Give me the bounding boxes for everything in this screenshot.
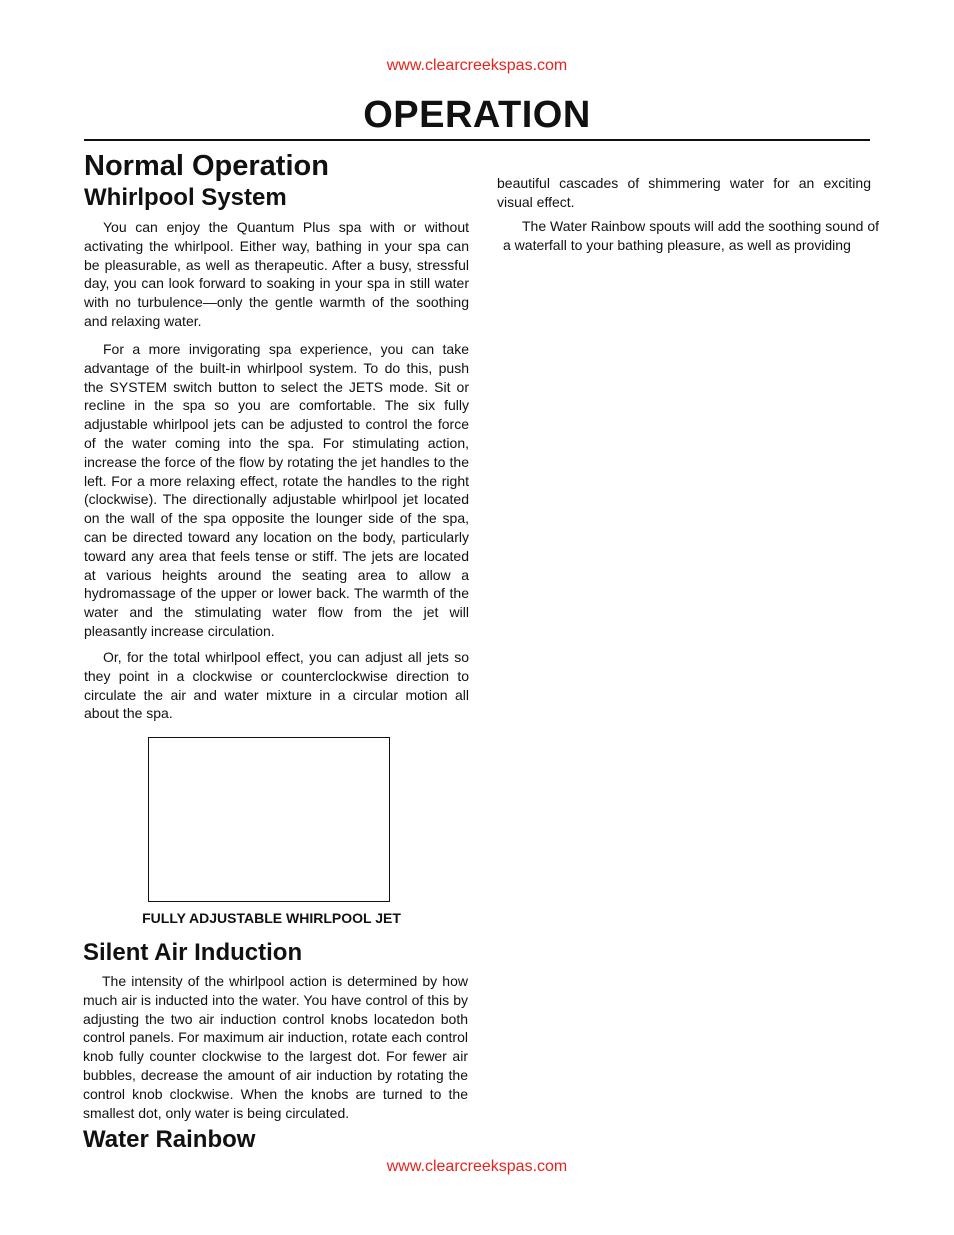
title-divider — [84, 139, 870, 141]
header-url-link[interactable]: www.clearcreekspas.com — [386, 57, 568, 74]
page-title: OPERATION — [363, 94, 591, 136]
paragraph-silent-air: The intensity of the whirlpool action is determined by how much air is inducted into the water. You have control of this by adjusting the two air induction control knobs locatedon both control panels. For maximum air induction, rotate each control knob fully counter clockwise to the largest dot. For fewer air bubbles, decrease the amount of air induction by rotating the control knob clockwise. When the knobs are turned to the smallest dot, only water is being circulated. — [83, 973, 468, 1121]
paragraph-rainbow-continued: beautiful cascades of shimmering water for an exciting visual effect. — [497, 175, 871, 210]
paragraph-whirlpool-intro: You can enjoy the Quantum Plus spa with or without activating the whirlpool. Either way, bathing in your spa can be pleasurable, as well as therapeutic. After a busy, stressful day, you can look forward to soaking in your spa in still water with no turbulence—only the gentle warmth of the soothing and relaxing water. — [84, 219, 469, 329]
figure-placeholder — [148, 737, 390, 902]
footer-url-link[interactable]: www.clearcreekspas.com — [386, 1158, 568, 1175]
subsection-heading-water-rainbow: Water Rainbow — [83, 1126, 256, 1153]
subsection-heading-whirlpool: Whirlpool System — [84, 184, 287, 211]
paragraph-rainbow-spouts: The Water Rainbow spouts will add the soothing sound of a waterfall to your bathing pleasure, as well as providing — [503, 218, 879, 253]
section-heading-normal-operation: Normal Operation — [84, 150, 329, 182]
figure-caption: FULLY ADJUSTABLE WHIRLPOOL JET — [142, 910, 401, 926]
subsection-heading-silent-air: Silent Air Induction — [83, 939, 303, 966]
paragraph-whirlpool-total: Or, for the total whirlpool effect, you can adjust all jets so they point in a clockwise or counterclockwise direction to circulate the air and water mixture in a circular motion all about the spa. — [84, 649, 469, 722]
paragraph-whirlpool-jets: For a more invigorating spa experience, you can take advantage of the built-in whirlpool system. To do this, push the SYSTEM switch button to select the JETS mode. Sit or recline in the spa so you are comfortable. The six fully adjustable whirlpool jets can be adjusted to control the force of the water coming into the spa. For stimulating action, increase the force of the flow by rotating the jet handles to the left. For a more relaxing effect, rotate the handles to the right (clockwise). The directionally adjustable whirlpool jet located on the wall of the spa opposite the lounger side of the spa, can be directed toward any location on the body, particularly toward any area that feels tense or stiff. The jets are located at various heights around the seating area to allow a hydromassage of the upper or lower back. The warmth of the water and the stimulating water flow from the jet will pleasantly increase circulation. — [84, 341, 469, 639]
